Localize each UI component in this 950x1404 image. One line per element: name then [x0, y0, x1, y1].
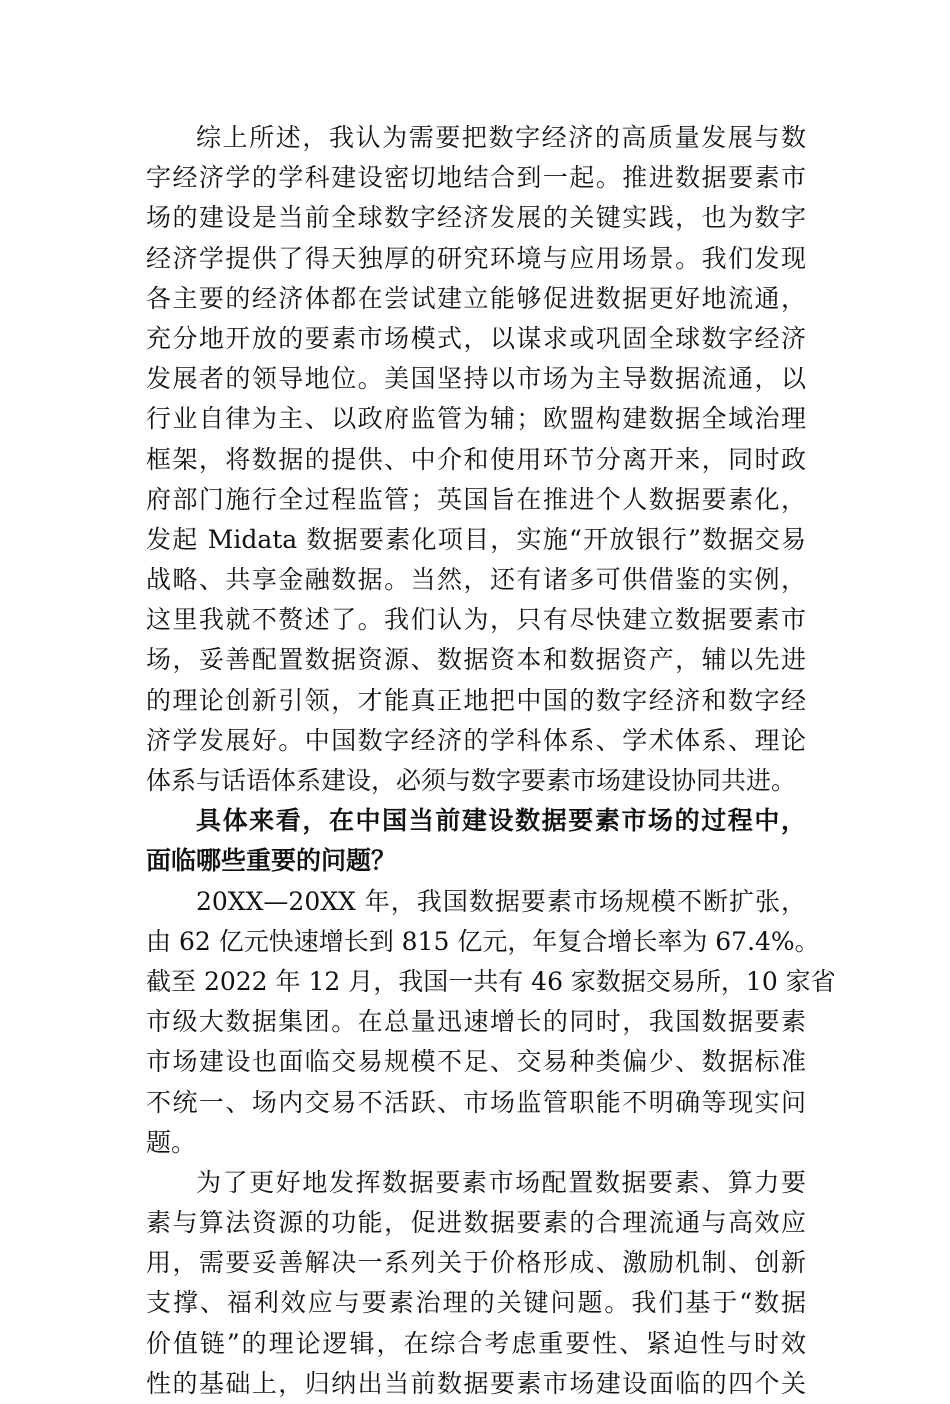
paragraph-1-line-5: 各主要的经济体都在尝试建立能够促进数据更好地流通，	[146, 283, 806, 313]
paragraph-3-line-3: 用，需要妥善解决一系列关于价格形成、激励机制、创新	[146, 1248, 806, 1278]
paragraph-1-line-15: 的理论创新引领，才能真正地把中国的数字经济和数字经	[146, 685, 806, 715]
paragraph-1-line-16: 济学发展好。中国数字经济的学科体系、学术体系、理论	[146, 725, 806, 755]
paragraph-1-line-13: 这里我就不赘述了。我们认为，只有尽快建立数据要素市	[146, 605, 806, 635]
paragraph-2-line-3: 截至 2022 年 12 月，我国一共有 46 家数据交易所，10 家省	[146, 966, 836, 996]
paragraph-1-line-1: 综上所述，我认为需要把数字经济的高质量发展与数	[196, 123, 806, 152]
paragraph-3-line-4: 支撑、福利效应与要素治理的关键问题。我们基于“数据	[146, 1288, 806, 1318]
paragraph-1-line-4: 经济学提供了得天独厚的研究环境与应用场景。我们发现	[146, 243, 806, 273]
paragraph-1-line-9: 框架，将数据的提供、中介和使用环节分离开来，同时政	[146, 444, 806, 474]
paragraph-1-line-12: 战略、共享金融数据。当然，还有诸多可供借鉴的实例，	[146, 565, 806, 595]
paragraph-1-line-8: 行业自律为主、以政府监管为辅；欧盟构建数据全域治理	[146, 404, 806, 434]
paragraph-2-line-5: 市场建设也面临交易规模不足、交易种类偏少、数据标准	[146, 1047, 806, 1077]
paragraph-1-line-3: 场的建设是当前全球数字经济发展的关键实践，也为数字	[146, 203, 806, 233]
paragraph-1-line-7: 发展者的领导地位。美国坚持以市场为主导数据流通，以	[146, 364, 806, 394]
paragraph-3-line-6: 性的基础上，归纳出当前数据要素市场建设面临的四个关	[146, 1368, 806, 1398]
section-heading-line-1: 具体来看，在中国当前建设数据要素市场的过程中，	[196, 806, 806, 836]
section-heading-line-2: 面临哪些重要的问题？	[146, 846, 397, 876]
paragraph-3-line-1: 为了更好地发挥数据要素市场配置数据要素、算力要	[196, 1167, 806, 1197]
paragraph-1-line-11: 发起 Midata 数据要素化项目，实施“开放银行”数据交易	[146, 524, 806, 554]
paragraph-3-line-5: 价值链”的理论逻辑，在综合考虑重要性、紧迫性与时效	[146, 1328, 806, 1358]
paragraph-1-line-14: 场，妥善配置数据资源、数据资本和数据资产，辅以先进	[146, 645, 806, 675]
paragraph-1-line-6: 充分地开放的要素市场模式，以谋求或巩固全球数字经济	[146, 323, 806, 353]
paragraph-2-line-6: 不统一、场内交易不活跃、市场监管职能不明确等现实问	[146, 1087, 806, 1117]
paragraph-2-line-2: 由 62 亿元快速增长到 815 亿元，年复合增长率为 67.4%。	[146, 926, 820, 956]
document-body	[146, 118, 836, 1404]
paragraph-1-line-17: 体系与话语体系建设，必须与数字要素市场建设协同共进。	[146, 766, 797, 795]
paragraph-1-line-2: 字经济学的学科建设密切地结合到一起。推进数据要素市	[146, 163, 806, 193]
paragraph-2-line-4: 市级大数据集团。在总量迅速增长的同时，我国数据要素	[146, 1007, 806, 1037]
paragraph-2-line-7: 题。	[146, 1127, 197, 1157]
paragraph-3-line-2: 素与算法资源的功能，促进数据要素的合理流通与高效应	[146, 1208, 806, 1238]
paragraph-1-line-10: 府部门施行全过程监管；英国旨在推进个人数据要素化，	[146, 484, 806, 514]
paragraph-2-line-1: 20XX—20XX 年，我国数据要素市场规模不断扩张，	[196, 886, 806, 916]
